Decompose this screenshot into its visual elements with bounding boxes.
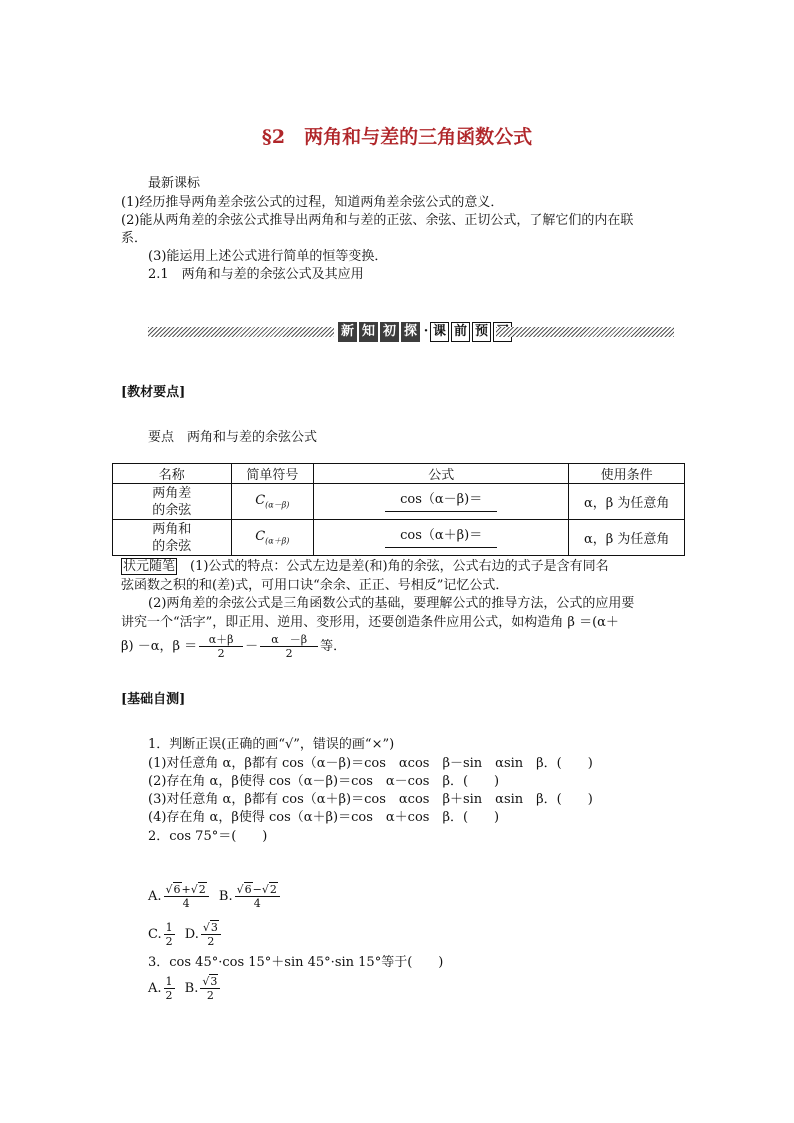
question-2-options-ab xyxy=(148,880,282,914)
symbol: C xyxy=(255,492,266,508)
fraction-denominator: 2 xyxy=(206,989,214,1002)
banner-char: 前 xyxy=(451,322,470,342)
formula-text: cos（α＋β)＝ xyxy=(400,527,483,543)
question-3: 3．cos 45°·cos 15°＋sin 45°·sin 15°等于( ) xyxy=(148,955,444,970)
table-cell-formula xyxy=(314,484,569,520)
fraction-numerator: √3 xyxy=(201,921,221,935)
fraction-denominator: 2 xyxy=(165,935,173,948)
curriculum-item-2: (2)能从两角差的余弦公式推导出两角和与差的正弦、余弦、正切公式，了解它们的内在联 xyxy=(121,213,634,228)
option-b-label: B. xyxy=(184,981,199,996)
option-a-fraction xyxy=(164,883,209,910)
table-header-row xyxy=(113,464,685,484)
banner-char: 初 xyxy=(380,322,399,342)
section-heading: 2.1 两角和与差的余弦公式及其应用 xyxy=(148,267,364,282)
question-2: 2．cos 75°＝( ) xyxy=(148,829,268,844)
fraction-alpha-plus-beta xyxy=(199,633,243,660)
radicand: 6 xyxy=(244,883,252,896)
question-1-item-1: (1)对任意角 α，β都有 cos（α－β)＝cos αcos β－sin αsin β．( ) xyxy=(148,756,593,771)
option-a-label: A. xyxy=(148,981,162,996)
radicand: 3 xyxy=(210,975,218,988)
fraction-numerator: √6+√2 xyxy=(164,883,209,897)
banner-char: 知 xyxy=(359,322,378,342)
name-line: 的余弦 xyxy=(152,538,192,554)
fraction-numerator: √6−√2 xyxy=(235,883,280,897)
fraction-denominator: 2 xyxy=(217,647,225,660)
curriculum-heading: 最新课标 xyxy=(148,176,201,191)
banner-stripe-left xyxy=(148,327,334,337)
name-line: 两角和 xyxy=(152,521,192,537)
question-1: 1．判断正误(正确的画“√”，错误的画“×”) xyxy=(148,737,395,752)
table-cell-symbol xyxy=(231,520,313,556)
note-text: (1)公式的特点：公式左边是差(和)角的余弦，公式右边的式子是含有同名 xyxy=(177,559,609,574)
key-points-label: [教材要点] xyxy=(121,385,186,400)
table-header: 使用条件 xyxy=(569,464,685,484)
symbol-subscript: (α＋β) xyxy=(265,536,290,546)
radicand: 6 xyxy=(173,883,181,896)
fraction-denominator: 2 xyxy=(165,989,173,1002)
note-text: 等． xyxy=(320,639,347,654)
key-point-title: 要点 两角和与差的余弦公式 xyxy=(148,430,318,445)
option-d-fraction xyxy=(201,921,221,948)
option-b-fraction xyxy=(200,975,220,1002)
table-row xyxy=(113,520,685,556)
table-cell-condition: α，β 为任意角 xyxy=(569,520,685,556)
question-1-item-3: (3)对任意角 α，β都有 cos（α＋β)＝cos αcos β＋sin αsin β．( ) xyxy=(148,792,593,807)
curriculum-item-2-cont: 系． xyxy=(121,231,148,246)
note-line-4: 讲究一个“活字”，即正用、逆用、变形用，还要创造条件应用公式，如构造角 β ＝(α＋ xyxy=(121,615,619,630)
option-b-fraction xyxy=(235,883,280,910)
name-line: 的余弦 xyxy=(152,502,192,518)
banner-stripe-right xyxy=(496,327,674,337)
page-title: §2 两角和与差的三角函数公式 xyxy=(261,126,533,148)
table-header: 名称 xyxy=(113,464,232,484)
note-line-3: (2)两角差的余弦公式是三角函数公式的基础，要理解公式的推导方法，公式的应用要 xyxy=(148,596,635,611)
table-cell-symbol xyxy=(231,484,313,520)
option-d-label: D. xyxy=(184,927,199,942)
fraction-denominator: 4 xyxy=(182,897,190,910)
radicand: 2 xyxy=(269,883,277,896)
banner-char: 预 xyxy=(472,322,491,342)
radicand: 2 xyxy=(198,883,206,896)
formula-blank xyxy=(385,547,497,548)
minus-sign: － xyxy=(245,639,259,654)
fraction-numerator: 1 xyxy=(165,921,173,934)
fraction-denominator: 2 xyxy=(285,647,293,660)
formula-blank xyxy=(385,511,497,512)
banner-char: 新 xyxy=(338,322,357,342)
option-c-label: C. xyxy=(148,927,162,942)
option-b-label: B. xyxy=(218,889,233,904)
note-line-2: 弦函数之积的和(差)式，可用口诀“余余、正正、号相反”记忆公式． xyxy=(121,578,509,593)
note-tag: 状元随笔 xyxy=(123,559,176,574)
curriculum-item-3: (3)能运用上述公式进行简单的恒等变换． xyxy=(148,249,388,264)
fraction-numerator: 1 xyxy=(165,975,173,988)
question-2-options-cd xyxy=(148,918,223,952)
question-1-item-4: (4)存在角 α，β使得 cos（α＋β)＝cos α＋cos β．( ) xyxy=(148,810,500,825)
question-1-item-2: (2)存在角 α，β使得 cos（α－β)＝cos α－cos β．( ) xyxy=(148,774,500,789)
option-a-fraction xyxy=(164,975,175,1002)
table-cell-condition: α，β 为任意角 xyxy=(569,484,685,520)
radicand: 3 xyxy=(210,921,218,934)
formula-table xyxy=(112,463,685,556)
note-line-5 xyxy=(121,632,346,662)
table-cell-formula xyxy=(314,520,569,556)
banner-label xyxy=(338,322,514,342)
operator: + xyxy=(181,883,191,896)
curriculum-item-1: (1)经历推导两角差余弦公式的过程，知道两角差余弦公式的意义． xyxy=(121,195,504,210)
operator: − xyxy=(252,883,262,896)
option-a-label: A. xyxy=(148,889,162,904)
fraction-denominator: 2 xyxy=(207,935,215,948)
table-row xyxy=(113,484,685,520)
note-text: β) －α，β ＝ xyxy=(121,639,198,654)
table-header: 公式 xyxy=(314,464,569,484)
fraction-numerator: α＋β xyxy=(199,633,243,647)
question-3-options xyxy=(148,972,222,1006)
symbol-subscript: (α－β) xyxy=(265,500,290,510)
section-banner xyxy=(148,322,674,342)
banner-char: 课 xyxy=(430,322,449,342)
table-cell-name xyxy=(113,484,232,520)
note-line-1 xyxy=(121,557,609,576)
fraction-denominator: 4 xyxy=(253,897,261,910)
fraction-numerator: √3 xyxy=(200,975,220,989)
fraction-numerator: α －β xyxy=(260,633,318,647)
banner-char: 探 xyxy=(401,322,420,342)
formula-text: cos（α－β)＝ xyxy=(400,491,483,507)
fraction-alpha-minus-beta xyxy=(260,633,318,660)
symbol: C xyxy=(255,528,266,544)
banner-separator: · xyxy=(423,324,429,339)
option-c-fraction xyxy=(164,921,175,948)
table-header: 简单符号 xyxy=(231,464,313,484)
name-line: 两角差 xyxy=(152,485,192,501)
self-test-label: [基础自测] xyxy=(121,692,186,707)
table-cell-name xyxy=(113,520,232,556)
